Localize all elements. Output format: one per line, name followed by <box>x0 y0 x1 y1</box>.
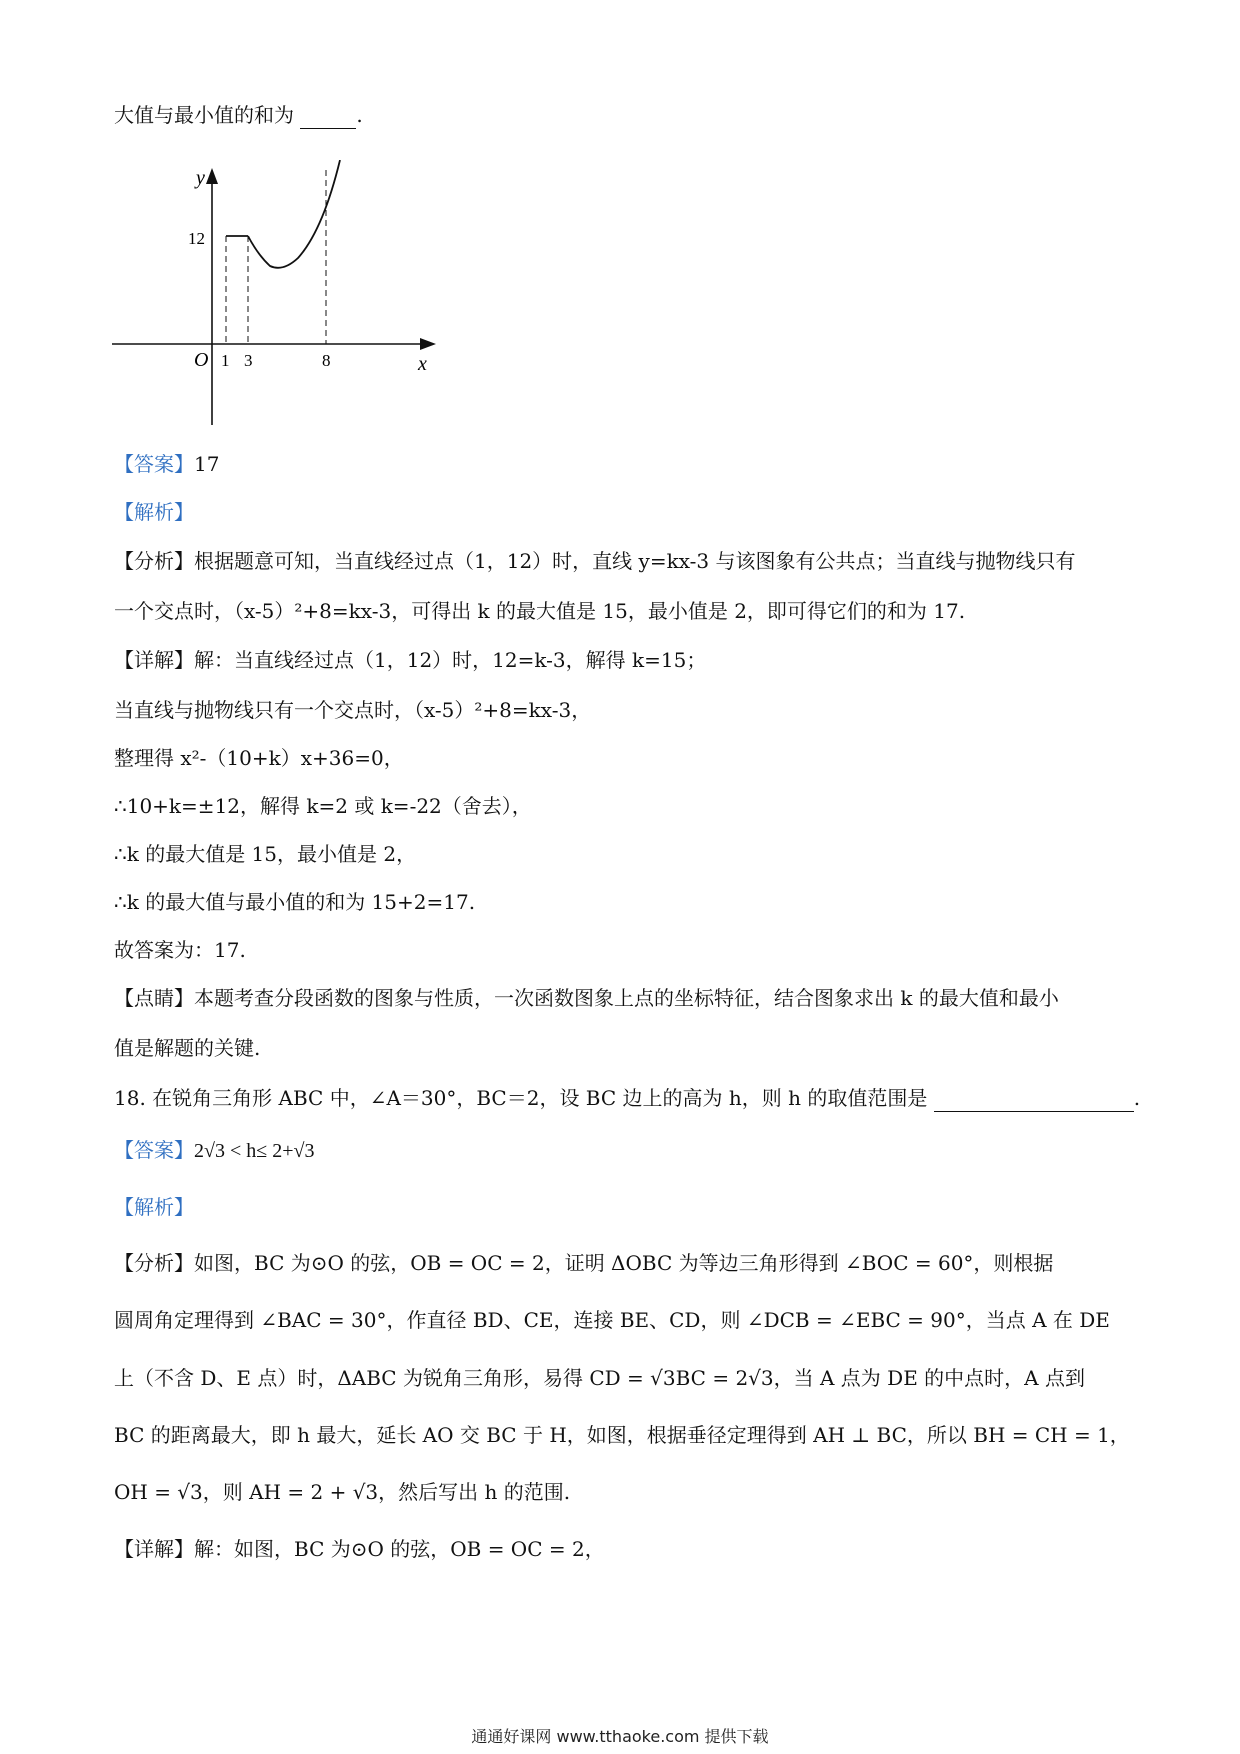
q18-fenxi-text-3: 上（不含 D、E 点）时，ΔABC 为锐角三角形，易得 CD = √3BC = 2√3，当 A 点为 DE 的中点时，A 点到 <box>114 1366 1085 1390</box>
q18-fenxi-line-2 <box>114 1306 1110 1334</box>
x-tick-3: 3 <box>244 351 253 370</box>
xiangjie-text-2: 当直线与抛物线只有一个交点时，（x-5）²+8=kx-3， <box>114 698 592 722</box>
q17-xiangjie-line-4 <box>114 792 532 820</box>
q17-dianjing-line-2 <box>114 1034 260 1062</box>
function-graph <box>108 160 448 430</box>
q18-jiexi-tag: 【解析】 <box>114 1195 194 1219</box>
y-tick-12: 12 <box>188 229 205 248</box>
q18-xiangjie-line-1 <box>114 1535 605 1563</box>
x-tick-8: 8 <box>322 351 331 370</box>
q18-jiexi-line <box>114 1193 194 1221</box>
q17-answer-line <box>114 450 219 478</box>
q18-answer-line <box>114 1136 315 1165</box>
x-tick-1: 1 <box>221 351 230 370</box>
q18-fenxi-line-3 <box>114 1364 1085 1392</box>
q17-dianjing-line-1 <box>114 984 1059 1012</box>
q17-tail-line: 大值与最小值的和为 . <box>114 103 363 127</box>
origin-label: O <box>194 349 209 371</box>
q18-fenxi-line-5 <box>114 1478 570 1506</box>
xiangjie-text-7: 故答案为：17. <box>114 938 246 962</box>
q18-xiangjie-text-1: 解：如图，BC 为⊙O 的弦，OB = OC = 2， <box>194 1537 605 1561</box>
q18-fenxi-text-1: 如图，BC 为⊙O 的弦，OB = OC = 2，证明 ΔOBC 为等边三角形得到 ∠BOC = 60°，则根据 <box>194 1251 1054 1275</box>
q18-xiangjie-tag: 【详解】 <box>114 1537 194 1561</box>
q18-fenxi-text-4: BC 的距离最大，即 h 最大，延长 AO 交 BC 于 H，如图，根据垂径定理得到 AH ⊥ BC，所以 BH = CH = 1， <box>114 1423 1130 1447</box>
answer-blank <box>300 106 356 129</box>
q17-xiangjie-line-6 <box>114 888 475 916</box>
q18-stem: 18. 在锐角三角形 ABC 中，∠A＝30°，BC＝2，设 BC 边上的高为 h，则 h 的取值范围是 <box>114 1086 928 1110</box>
q17-jiexi-line <box>114 498 194 526</box>
page-footer: 通通好课网 www.tthaoke.com 提供下载 <box>471 1727 769 1746</box>
fenxi-text-2: 一个交点时，（x-5）²+8=kx-3，可得出 k 的最大值是 15，最小值是 2，即可得它们的和为 17. <box>114 599 966 623</box>
xiangjie-tag: 【详解】 <box>114 648 194 672</box>
q18-answer-blank <box>934 1089 1134 1112</box>
q18-fenxi-line-1 <box>114 1249 1053 1277</box>
xiangjie-text-1: 解：当直线经过点（1，12）时，12=k-3，解得 k=15； <box>194 648 707 672</box>
xiangjie-text-3: 整理得 x²-（10+k）x+36=0， <box>114 746 404 770</box>
answer-tag: 【答案】 <box>114 452 194 476</box>
q17-xiangjie-line-3 <box>114 744 404 772</box>
xiangjie-text-6: ∴k 的最大值与最小值的和为 15+2=17. <box>114 890 476 914</box>
q18-answer: 2√3 < h≤ 2+√3 <box>194 1140 315 1162</box>
q18-stem-line: 18. 在锐角三角形 ABC 中，∠A＝30°，BC＝2，设 BC 边上的高为 h，则 h 的取值范围是 . <box>114 1086 1141 1110</box>
dianjing-text-1: 本题考查分段函数的图象与性质，一次函数图象上点的坐标特征，结合图象求出 k 的最大值和最小 <box>194 986 1059 1010</box>
q18-fenxi-line-4 <box>114 1421 1130 1449</box>
q18-fenxi-tag: 【分析】 <box>114 1251 194 1275</box>
q17-xiangjie-line-1 <box>114 646 706 674</box>
y-axis-label: y <box>196 167 205 189</box>
q17-fenxi-line-1 <box>114 547 1075 575</box>
xiangjie-text-5: ∴k 的最大值是 15，最小值是 2， <box>114 842 417 866</box>
fenxi-tag: 【分析】 <box>114 549 194 573</box>
q17-xiangjie-line-5 <box>114 840 416 868</box>
q17-xiangjie-line-2 <box>114 696 591 724</box>
q18-answer-tag: 【答案】 <box>114 1138 194 1162</box>
q18-fenxi-text-5: OH = √3，则 AH = 2 + √3，然后写出 h 的范围. <box>114 1480 571 1504</box>
q17-answer: 17 <box>194 452 220 476</box>
q17-tail-text: 大值与最小值的和为 <box>114 103 294 127</box>
jiexi-tag: 【解析】 <box>114 500 194 524</box>
q17-fenxi-line-2 <box>114 597 965 625</box>
dianjing-tag: 【点睛】 <box>114 986 194 1010</box>
q18-fenxi-text-2: 圆周角定理得到 ∠BAC = 30°，作直径 BD、CE，连接 BE、CD，则 ∠DCB = ∠EBC = 90°，当点 A 在 DE <box>114 1308 1110 1332</box>
xiangjie-text-4: ∴10+k=±12，解得 k=2 或 k=-22（舍去）， <box>114 794 532 818</box>
q17-xiangjie-line-7 <box>114 936 246 964</box>
dianjing-text-2: 值是解题的关键. <box>114 1036 261 1060</box>
x-axis-label: x <box>418 353 427 375</box>
fenxi-text-1: 根据题意可知，当直线经过点（1，12）时，直线 y=kx-3 与该图象有公共点；当直线与抛物线只有 <box>194 549 1076 573</box>
